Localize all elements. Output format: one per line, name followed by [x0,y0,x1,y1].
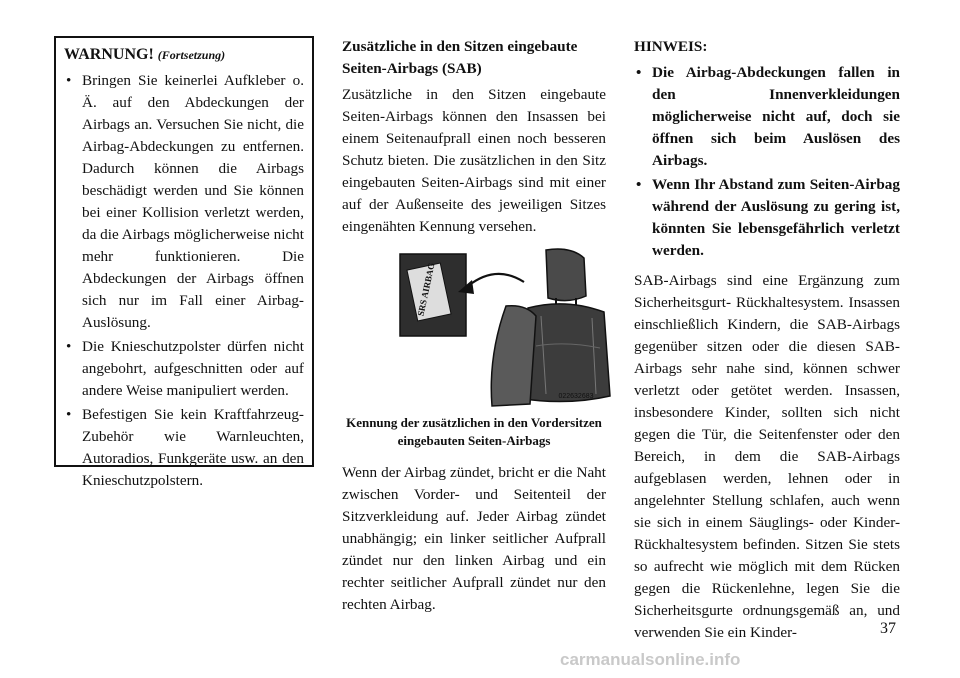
warning-title: WARNUNG! [64,46,154,63]
middle-column [342,36,606,624]
warning-column [54,36,314,489]
note-list [634,62,900,262]
page-number: 37 [880,620,896,637]
figure-label: SRS AIRBAG [415,261,437,317]
seat-airbag-illustration [396,246,618,408]
note-heading: HINWEIS: [634,38,708,55]
note-item: • Wenn Ihr Abstand zum Seiten-Airbag während der Auslösung zu gering ist, könnten Sie lebensgefährlich verletzt werden. [634,174,900,262]
right-column [634,36,900,652]
warning-heading [64,44,304,66]
seat-airbag-figure [396,246,618,408]
warning-box [54,36,314,489]
figure-caption: Kennung der zusätzlichen in den Vordersitzen eingebauten Seiten-Airbags [346,415,602,448]
warning-item: • Die Knieschutzpolster dürfen nicht angebohrt, aufgeschnitten oder auf andere Weise manipuliert werden. [64,336,304,402]
note-paragraph: SAB-Airbags sind eine Ergänzung zum Sicherheitsgurt- Rückhaltesystem. Insassen einschließlich Kindern, die SAB-Airbags gegenüber sitzen oder die diesen SAB-Airbags sehr nahe sind, können schwer verletzt oder getötet werden. Insassen, insbesondere Kinder, sollten sich nicht gegen die Tür, die Seitenfenster oder den Bereich, in dem die SAB-Airbags aufgeblasen werden, lehnen oder in angelehnter Stellung schlafen, auch wenn sie sich in einem Säuglings- oder Kinder-Rückhaltesystem befinden. Sitzen Sie stets so aufrecht wie möglich mit dem Rücken gegen die Rückenlehne, legen Sie die Sicherheitsgurte ordnungsgemäß an, und verwenden Sie ein Kinder- [634,272,900,641]
section-title: Zusätzliche in den Sitzen eingebaute Seiten-Airbags (SAB) [342,38,578,77]
warning-item: • Bringen Sie keinerlei Aufkleber o. Ä. auf den Abdeckungen der Airbags an. Versuchen Sie nicht, die Airbag-Abdeckungen zu entfernen. Dadurch können die Airbags beschädigt werden und Sie können bei einer Kollision verletzt werden, da die Airbags möglicherweise nicht mehr funktionieren. Die Abdeckungen der Airbags öffnen sich nur im Fall einer Airbag-Auslösung. [64,70,304,334]
section-paragraph-1: Zusätzliche in den Sitzen eingebaute Seiten-Airbags können den Insassen bei einem Seitenaufprall einen noch besseren Schutz bieten. Die zusätzlichen in den Sitz eingebauten Seiten-Airbags sind mit einer auf der Außenseite des jeweiligen Sitzes eingenähten Kennung versehen. [342,86,606,235]
warning-subtitle: (Fortsetzung) [157,48,226,62]
note-item: • Die Airbag-Abdeckungen fallen in den Innenverkleidungen möglicherweise nicht auf, doch sie öffnen sich beim Auslösen des Airbags. [634,62,900,172]
warning-list [64,70,304,492]
section-paragraph-2: Wenn der Airbag zündet, bricht er die Naht zwischen Vorder- und Seitenteil der Sitzverkleidung auf. Jeder Airbag zündet unabhängig; ein linker seitlicher Aufprall zündet nur den linken Airbag und ein rechter seitlicher Aufprall zündet nur den rechten Airbag. [342,464,606,613]
figure-code: 022632683 [558,393,594,400]
watermark: carmanualsonline.info [560,650,741,669]
warning-item: • Befestigen Sie kein Kraftfahrzeug-Zubehör wie Warnleuchten, Autoradios, Funkgeräte usw. an den Knieschutzpolstern. [64,404,304,492]
